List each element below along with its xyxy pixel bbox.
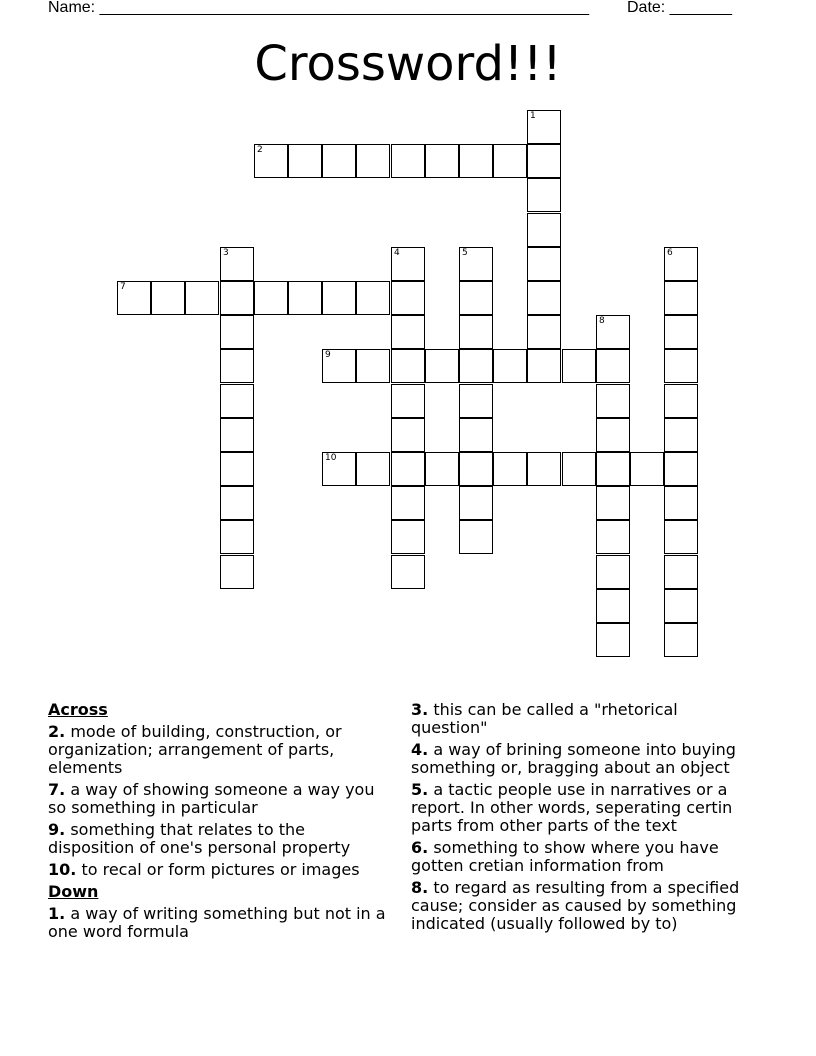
- grid-cell[interactable]: [459, 281, 493, 315]
- grid-cell[interactable]: [220, 418, 254, 452]
- grid-cell[interactable]: [459, 520, 493, 554]
- clue-item-number: 8.: [411, 878, 429, 897]
- clue-item-number: 10.: [48, 860, 77, 879]
- page-title: Crossword!!!: [254, 36, 562, 92]
- grid-cell[interactable]: [117, 281, 151, 315]
- grid-cell[interactable]: [527, 281, 561, 315]
- clue-item-text: mode of building, construction, or organization; arrangement of parts, elements: [48, 722, 342, 777]
- grid-cell[interactable]: [391, 247, 425, 281]
- grid-cell[interactable]: [391, 418, 425, 452]
- clue-item: [48, 905, 393, 941]
- grid-cell[interactable]: [220, 384, 254, 418]
- clue-item-number: 1.: [48, 904, 66, 923]
- clue-item: [411, 701, 756, 737]
- grid-cell[interactable]: [664, 418, 698, 452]
- grid-cell[interactable]: [254, 144, 288, 178]
- grid-cell[interactable]: [596, 418, 630, 452]
- clue-item: [48, 821, 393, 857]
- grid-cell[interactable]: [527, 452, 561, 486]
- grid-cell[interactable]: [391, 520, 425, 554]
- clue-number: 7: [120, 282, 126, 292]
- grid-cell[interactable]: [562, 452, 596, 486]
- clue-item: [411, 781, 756, 835]
- clues-column-left: [48, 701, 393, 945]
- clue-item-number: 9.: [48, 820, 66, 839]
- grid-cell[interactable]: [527, 349, 561, 383]
- grid-cell[interactable]: [596, 555, 630, 589]
- down-heading: Down: [48, 882, 99, 901]
- grid-cell[interactable]: [391, 486, 425, 520]
- grid-cell[interactable]: [356, 452, 390, 486]
- grid-cell[interactable]: [664, 452, 698, 486]
- grid-cell[interactable]: [185, 281, 219, 315]
- clue-item-number: 2.: [48, 722, 66, 741]
- grid-cell[interactable]: [527, 144, 561, 178]
- grid-cell[interactable]: [220, 486, 254, 520]
- clue-number: 1: [530, 111, 536, 121]
- grid-cell[interactable]: [151, 281, 185, 315]
- grid-cell[interactable]: [664, 623, 698, 657]
- clue-number: 6: [667, 248, 673, 258]
- grid-cell[interactable]: [391, 452, 425, 486]
- grid-cell[interactable]: [322, 349, 356, 383]
- grid-cell[interactable]: [459, 418, 493, 452]
- across-clue-list: [48, 723, 393, 879]
- grid-cell[interactable]: [391, 144, 425, 178]
- grid-cell[interactable]: [630, 452, 664, 486]
- grid-cell[interactable]: [425, 349, 459, 383]
- clue-item-number: 6.: [411, 838, 429, 857]
- down-clue-list-continued: [411, 701, 756, 933]
- grid-cell[interactable]: [664, 384, 698, 418]
- grid-cell[interactable]: [527, 213, 561, 247]
- grid-cell[interactable]: [664, 486, 698, 520]
- clue-number: 9: [325, 350, 331, 360]
- clue-item: [48, 781, 393, 817]
- clue-item: [411, 741, 756, 777]
- grid-cell[interactable]: [254, 281, 288, 315]
- grid-cell[interactable]: [596, 452, 630, 486]
- clue-item-number: 5.: [411, 780, 429, 799]
- grid-cell[interactable]: [664, 589, 698, 623]
- grid-cell[interactable]: [288, 281, 322, 315]
- grid-cell[interactable]: [220, 247, 254, 281]
- clue-number: 4: [394, 248, 400, 258]
- grid-cell[interactable]: [664, 315, 698, 349]
- grid-cell[interactable]: [356, 349, 390, 383]
- grid-cell[interactable]: [391, 281, 425, 315]
- clue-item-text: this can be called a "rhetorical question": [411, 700, 678, 737]
- across-heading: Across: [48, 700, 108, 719]
- grid-cell[interactable]: [356, 144, 390, 178]
- grid-cell[interactable]: [596, 384, 630, 418]
- clue-number: 10: [325, 453, 337, 463]
- grid-cell[interactable]: [459, 144, 493, 178]
- grid-cell[interactable]: [596, 589, 630, 623]
- down-clue-list-start: [48, 905, 393, 941]
- grid-cell[interactable]: [220, 520, 254, 554]
- grid-cell[interactable]: [493, 144, 527, 178]
- grid-cell[interactable]: [459, 315, 493, 349]
- grid-cell[interactable]: [493, 349, 527, 383]
- grid-cell[interactable]: [664, 520, 698, 554]
- grid-cell[interactable]: [459, 486, 493, 520]
- clue-item-number: 4.: [411, 740, 429, 759]
- clue-number: 2: [257, 145, 263, 155]
- clue-item-text: to recal or form pictures or images: [81, 860, 360, 879]
- grid-cell[interactable]: [425, 144, 459, 178]
- grid-cell[interactable]: [322, 281, 356, 315]
- clue-number: 5: [462, 248, 468, 258]
- grid-cell[interactable]: [220, 281, 254, 315]
- grid-cell[interactable]: [391, 555, 425, 589]
- name-field: Name: _______________________________________________________: [48, 0, 589, 16]
- grid-cell[interactable]: [322, 452, 356, 486]
- grid-cell[interactable]: [596, 315, 630, 349]
- clue-item-number: 3.: [411, 700, 429, 719]
- grid-cell[interactable]: [425, 452, 459, 486]
- grid-cell[interactable]: [493, 452, 527, 486]
- clue-item-text: to regard as resulting from a specified cause; consider as caused by something indicated (usually followed by to): [411, 878, 740, 933]
- clue-item-number: 7.: [48, 780, 66, 799]
- grid-cell[interactable]: [391, 349, 425, 383]
- grid-cell[interactable]: [527, 247, 561, 281]
- grid-cell[interactable]: [664, 281, 698, 315]
- grid-cell[interactable]: [527, 315, 561, 349]
- grid-cell[interactable]: [664, 349, 698, 383]
- grid-cell[interactable]: [562, 349, 596, 383]
- grid-cell[interactable]: [459, 247, 493, 281]
- grid-cell[interactable]: [527, 178, 561, 212]
- clues-column-right: [411, 701, 756, 937]
- grid-cell[interactable]: [459, 452, 493, 486]
- clue-item-text: something that relates to the disposition of one's personal property: [48, 820, 351, 857]
- clue-item-text: a tactic people use in narratives or a report. In other words, seperating certin parts from other parts of the text: [411, 780, 733, 835]
- grid-cell[interactable]: [288, 144, 322, 178]
- grid-cell[interactable]: [664, 247, 698, 281]
- grid-cell[interactable]: [596, 623, 630, 657]
- clue-item: [48, 861, 393, 879]
- grid-cell[interactable]: [356, 281, 390, 315]
- clue-item: [411, 839, 756, 875]
- grid-cell[interactable]: [220, 555, 254, 589]
- clue-item-text: a way of brining someone into buying something or, bragging about an object: [411, 740, 736, 777]
- grid-cell[interactable]: [596, 486, 630, 520]
- grid-cell[interactable]: [459, 384, 493, 418]
- grid-cell[interactable]: [596, 349, 630, 383]
- clue-item: [48, 723, 393, 777]
- grid-cell[interactable]: [527, 110, 561, 144]
- clue-item-text: a way of showing someone a way you so something in particular: [48, 780, 375, 817]
- clue-item: [411, 879, 756, 933]
- grid-cell[interactable]: [322, 144, 356, 178]
- grid-cell[interactable]: [220, 452, 254, 486]
- clue-item-text: something to show where you have gotten cretian information from: [411, 838, 719, 875]
- grid-cell[interactable]: [596, 520, 630, 554]
- grid-cell[interactable]: [664, 555, 698, 589]
- date-field: Date: _______: [627, 0, 732, 16]
- clue-number: 3: [223, 248, 229, 258]
- grid-cell[interactable]: [220, 315, 254, 349]
- clue-number: 8: [599, 316, 605, 326]
- clue-item-text: a way of writing something but not in a one word formula: [48, 904, 386, 941]
- grid-cell[interactable]: [459, 349, 493, 383]
- grid-cell[interactable]: [220, 349, 254, 383]
- grid-cell[interactable]: [391, 315, 425, 349]
- grid-cell[interactable]: [391, 384, 425, 418]
